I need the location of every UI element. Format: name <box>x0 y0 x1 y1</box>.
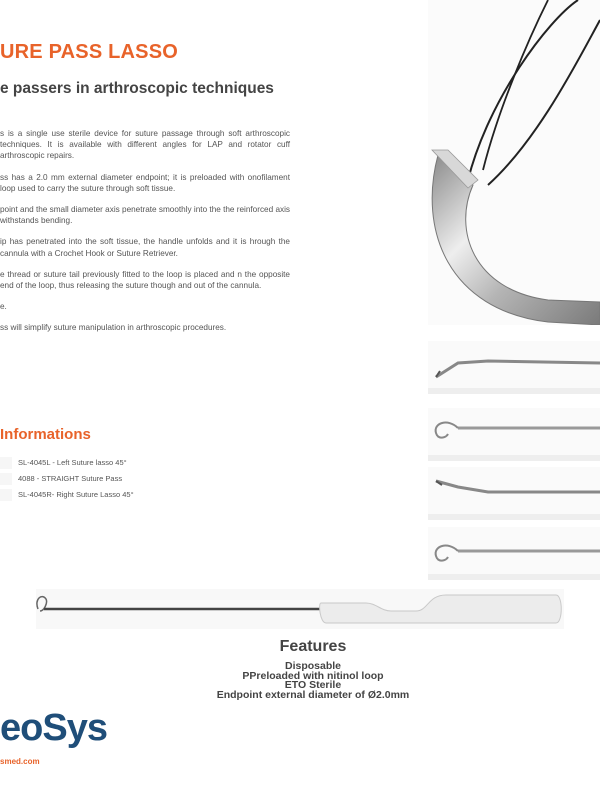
description-paragraph: e thread or suture tail previously fitted to the loop is placed and n the opposite end of the loop, thus releasing the suture though and out of the cannula. <box>0 269 290 291</box>
hook-tip-icon <box>428 408 600 455</box>
angled-tip-right-icon <box>428 467 600 514</box>
feature-item: ETO Sterile <box>284 679 342 691</box>
reference-label: 4088 - STRAIGHT Suture Pass <box>18 474 123 483</box>
product-description <box>0 128 290 344</box>
curved-lasso-tip-icon <box>428 0 600 325</box>
hook-tip-icon <box>428 527 600 574</box>
reference-label: SL-4045R- Right Suture Lasso 45° <box>18 490 134 499</box>
feature-item: PPreloaded with nitinol loop <box>242 670 384 682</box>
description-paragraph: ip has penetrated into the soft tissue, the handle unfolds and it is hrough the cannula with a Crochet Hook or Suture Retriever. <box>0 237 290 258</box>
feature-item: Disposable <box>284 660 342 672</box>
description-paragraph: s is a single use sterile device for suture passage through soft arthroscopic techniques. It is available with different angles for LAP and rotator cuff arthroscopic repairs. <box>0 129 290 161</box>
description-paragraph: e. <box>0 302 7 312</box>
product-title: URE PASS LASSO <box>0 41 179 63</box>
informations-heading: Informations <box>0 426 91 443</box>
feature-item: Endpoint external diameter of Ø2.0mm <box>216 689 410 701</box>
reference-label: SL-4045L - Left Suture lasso 45° <box>18 458 127 467</box>
website-link[interactable]: smed.com <box>0 757 40 766</box>
features-heading: Features <box>279 638 347 655</box>
brand-logo: eoSys <box>0 707 107 749</box>
features-section <box>208 638 418 701</box>
product-subtitle: e passers in arthroscopic techniques <box>0 80 274 97</box>
reference-swatch <box>0 457 12 469</box>
hook-tip-photo <box>428 408 600 461</box>
angled-tip-right-photo <box>428 467 600 520</box>
description-paragraph: ss has a 2.0 mm external diameter endpoint; it is preloaded with onofilament loop used to carry the suture through soft tissue. <box>0 172 290 193</box>
angled-tip-left-icon <box>428 341 600 388</box>
curved-lasso-tip-photo <box>428 0 600 325</box>
reference-swatch <box>0 473 12 485</box>
description-paragraph: point and the small diameter axis penetrate smoothly into the the reinforced axis withstands bending. <box>0 205 290 226</box>
suture-lasso-device-photo <box>36 589 564 629</box>
angled-tip-left-photo <box>428 341 600 394</box>
hook-tip-photo <box>428 527 600 580</box>
description-paragraph: ss will simplify suture manipulation in arthroscopic procedures. <box>0 323 227 333</box>
reference-swatch <box>0 489 12 501</box>
suture-lasso-device-icon <box>36 589 564 629</box>
